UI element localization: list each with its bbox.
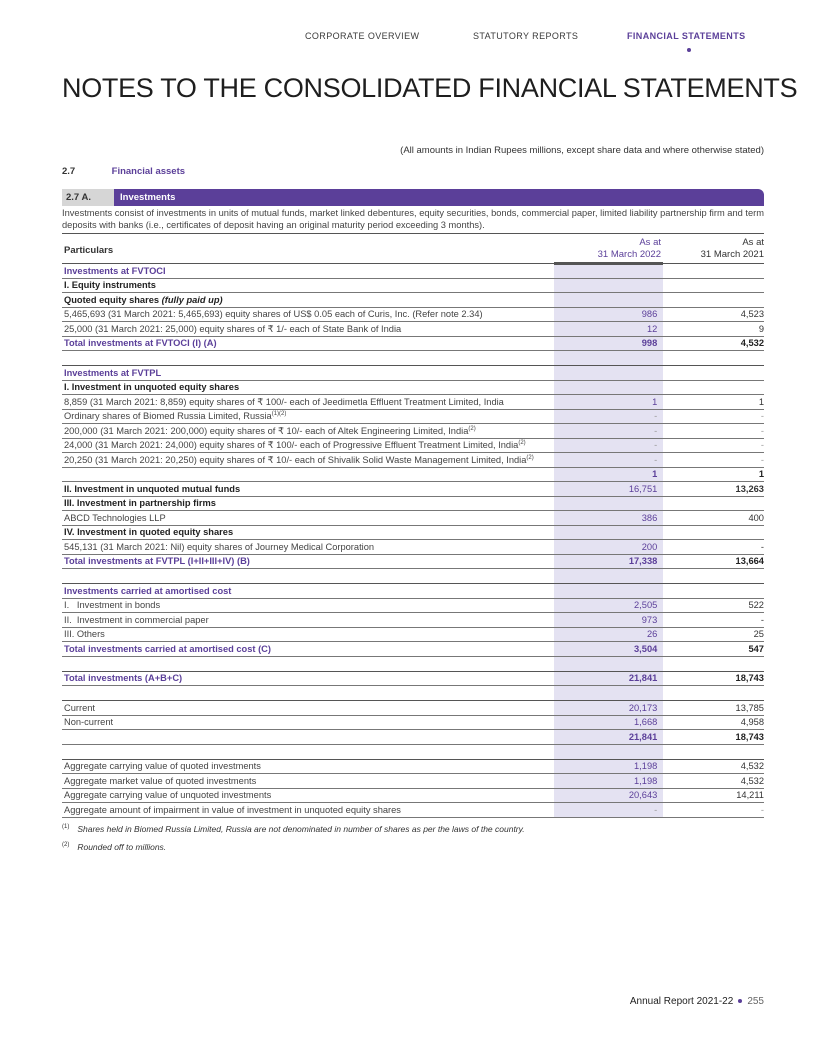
footnote bbox=[62, 842, 764, 852]
row-label-text: III. Investment in partnership firms bbox=[64, 498, 216, 508]
row-label-text: Investments at FVTPL bbox=[64, 367, 162, 378]
value-2022: - bbox=[654, 425, 658, 436]
table-row bbox=[62, 672, 764, 687]
active-indicator-dot bbox=[687, 48, 691, 52]
row-label-text: 24,000 (31 March 2021: 24,000) equity shares of ₹ 100/- each of Progressive Effluent Treatment Limited, India bbox=[64, 440, 519, 450]
value-2022: 20,173 bbox=[628, 702, 658, 713]
subsection-title: Investments bbox=[114, 189, 764, 206]
value-2021: 4,532 bbox=[740, 761, 764, 772]
row-label-text: 545,131 (31 March 2021: Nil) equity shares of Journey Medical Corporation bbox=[64, 541, 375, 552]
spacer-row bbox=[62, 745, 764, 760]
row-label-text: IV. Investment in quoted equity shares bbox=[64, 527, 234, 537]
footnote bbox=[62, 824, 764, 834]
row-label-text: ABCD Technologies LLP bbox=[64, 512, 166, 523]
footnote-ref: (2) bbox=[468, 425, 476, 432]
value-2022: 2,505 bbox=[634, 600, 658, 611]
value-2021: - bbox=[760, 614, 764, 625]
nav-financial-statements[interactable]: FINANCIAL STATEMENTS bbox=[627, 31, 746, 41]
nav-corporate-overview[interactable]: CORPORATE OVERVIEW bbox=[305, 31, 420, 41]
footnote-text: Rounded off to millions. bbox=[77, 841, 167, 852]
nav-statutory-reports[interactable]: STATUTORY REPORTS bbox=[473, 31, 579, 41]
value-2021: 13,664 bbox=[735, 556, 764, 567]
footnote-marker: (2) bbox=[62, 841, 70, 848]
spacer-row bbox=[62, 569, 764, 584]
row-label bbox=[62, 425, 551, 438]
value-2022: 200 bbox=[641, 541, 658, 552]
section-number: 2.7 bbox=[62, 166, 76, 177]
row-label bbox=[62, 410, 551, 423]
table-row bbox=[62, 613, 764, 628]
value-2021: 400 bbox=[748, 512, 764, 523]
row-label-text: 25,000 (31 March 2021: 25,000) equity shares of ₹ 1/- each of State Bank of India bbox=[64, 323, 402, 334]
row-label-text: 20,250 (31 March 2021: 20,250) equity shares of ₹ 10/- each of Shivalik Solid Waste Management Limited, India bbox=[64, 454, 527, 465]
row-label-text: Quoted equity shares bbox=[64, 294, 160, 305]
header-2021-line2: 31 March 2021 bbox=[700, 249, 764, 260]
footnote-marker: (1) bbox=[62, 823, 70, 830]
row-label-text: 8,859 (31 March 2021: 8,859) equity shares of ₹ 100/- each of Jeedimetla Effluent Treatment Limited, India bbox=[64, 396, 504, 407]
row-label-text: I. Equity instruments bbox=[64, 280, 156, 290]
value-2022: 26 bbox=[646, 629, 658, 640]
table-row bbox=[62, 308, 764, 323]
footer-dot bbox=[738, 999, 742, 1003]
row-label bbox=[62, 775, 551, 788]
table-row bbox=[62, 381, 764, 396]
row-label bbox=[62, 396, 551, 409]
row-label-text: Aggregate amount of impairment in value of investment in unquoted equity shares bbox=[64, 804, 401, 815]
value-2021: 4,523 bbox=[740, 309, 764, 320]
table-row bbox=[62, 716, 764, 731]
value-2021: - bbox=[760, 411, 764, 422]
page-title: NOTES TO THE CONSOLIDATED FINANCIAL STATEMENTS bbox=[62, 73, 798, 103]
value-2021: - bbox=[760, 425, 764, 436]
row-label bbox=[62, 736, 551, 738]
value-2022: 1 bbox=[652, 396, 658, 407]
row-label-text: III. Others bbox=[64, 629, 105, 639]
table-row bbox=[62, 453, 764, 468]
header-particulars: Particulars bbox=[64, 245, 114, 256]
value-2022: 21,841 bbox=[628, 731, 658, 742]
value-2021: 18,743 bbox=[735, 673, 764, 684]
table-row bbox=[62, 395, 764, 410]
value-2022: 21,841 bbox=[628, 673, 658, 684]
value-2022: - bbox=[654, 454, 658, 465]
value-2022: 1 bbox=[652, 469, 658, 480]
table-row bbox=[62, 642, 764, 657]
row-label bbox=[62, 367, 551, 380]
value-2022: - bbox=[654, 804, 658, 815]
row-label-text: Total investments at FVTPL (I+II+III+IV) (B) bbox=[64, 556, 250, 566]
amounts-note: (All amounts in Indian Rupees millions, except share data and where otherwise stated) bbox=[400, 145, 764, 156]
section-heading bbox=[62, 166, 185, 177]
row-label bbox=[62, 702, 551, 715]
row-label-text: Non-current bbox=[64, 717, 114, 727]
row-label-text: Total investments at FVTOCI (I) (A) bbox=[64, 338, 217, 348]
value-2021: 18,743 bbox=[735, 731, 764, 742]
value-2021: 522 bbox=[748, 600, 764, 611]
row-label bbox=[62, 337, 551, 350]
row-label bbox=[62, 512, 551, 525]
value-2022: 16,751 bbox=[628, 483, 658, 494]
row-label bbox=[62, 381, 551, 394]
row-label bbox=[62, 672, 551, 685]
value-2021: 4,532 bbox=[740, 338, 764, 349]
table-row bbox=[62, 366, 764, 381]
spacer-row bbox=[62, 351, 764, 366]
table-body bbox=[62, 263, 764, 818]
value-2022: - bbox=[654, 411, 658, 422]
top-navigation bbox=[0, 31, 820, 61]
value-2022: 1,668 bbox=[634, 717, 658, 728]
row-label-text: Aggregate carrying value of unquoted investments bbox=[64, 790, 272, 800]
value-2021: 547 bbox=[748, 643, 764, 654]
row-label bbox=[62, 439, 551, 452]
row-label bbox=[62, 526, 551, 539]
row-label-text: I. Investment in bonds bbox=[64, 600, 161, 610]
row-label bbox=[62, 357, 551, 359]
value-2022: 20,643 bbox=[628, 790, 658, 801]
footnote-ref: (1)(2) bbox=[271, 410, 287, 417]
header-2022-line2: 31 March 2022 bbox=[597, 249, 661, 260]
footnote-text: Shares held in Biomed Russia Limited, Russia are not denominated in number of shares as per the laws of the country. bbox=[77, 823, 525, 834]
table-row bbox=[62, 774, 764, 789]
row-label bbox=[62, 279, 551, 292]
table-row bbox=[62, 468, 764, 483]
row-label bbox=[62, 308, 551, 321]
row-label-text: Aggregate carrying value of quoted investments bbox=[64, 761, 261, 771]
row-label-text: Total investments (A+B+C) bbox=[64, 673, 183, 683]
row-label bbox=[62, 599, 551, 612]
table-row bbox=[62, 526, 764, 541]
value-2021: 9 bbox=[758, 323, 764, 334]
row-label bbox=[62, 804, 551, 817]
value-2021: - bbox=[760, 440, 764, 451]
value-2021: 4,532 bbox=[740, 775, 764, 786]
row-label-text: II. Investment in commercial paper bbox=[64, 614, 209, 625]
value-2021: - bbox=[760, 804, 764, 815]
value-2022: 386 bbox=[641, 512, 658, 523]
value-2021: - bbox=[760, 541, 764, 552]
row-label-text: Current bbox=[64, 702, 96, 713]
row-label bbox=[62, 483, 551, 496]
intro-paragraph: Investments consist of investments in units of mutual funds, market linked debentures, equity securities, bonds, commercial paper, limited liability partnership firm and term deposits with banks (i.e., certificates of deposit having an original maturity period exceeding 3 months). bbox=[62, 208, 764, 234]
row-label-text: Investments carried at amortised cost bbox=[64, 585, 232, 596]
value-2022: 986 bbox=[641, 309, 658, 320]
value-2021: 1 bbox=[758, 396, 764, 407]
row-label bbox=[62, 454, 551, 467]
section-title: Financial assets bbox=[111, 166, 186, 177]
row-label bbox=[62, 643, 551, 656]
report-name: Annual Report 2021-22 bbox=[629, 996, 734, 1007]
value-2022: 12 bbox=[646, 323, 658, 334]
row-label bbox=[62, 575, 551, 577]
table-row bbox=[62, 701, 764, 716]
header-2022 bbox=[554, 237, 661, 261]
footnote-ref: (2) bbox=[526, 454, 534, 461]
value-2022: 973 bbox=[641, 614, 658, 625]
header-2021 bbox=[663, 237, 764, 261]
value-2021: 4,958 bbox=[740, 717, 764, 728]
row-label bbox=[62, 585, 551, 598]
table-row bbox=[62, 628, 764, 643]
row-label-text: 200,000 (31 March 2021: 200,000) equity shares of ₹ 10/- each of Altek Engineering Limited, India bbox=[64, 425, 469, 436]
table-row bbox=[62, 730, 764, 745]
row-label bbox=[62, 541, 551, 554]
table-row bbox=[62, 410, 764, 425]
row-label bbox=[62, 473, 551, 475]
row-label bbox=[62, 663, 551, 665]
table-row bbox=[62, 337, 764, 352]
table-row bbox=[62, 439, 764, 454]
row-label bbox=[62, 751, 551, 753]
row-label-text: Total investments carried at amortised cost (C) bbox=[64, 643, 271, 654]
table-row bbox=[62, 424, 764, 439]
value-2021: 14,211 bbox=[736, 790, 764, 801]
row-label-text: Aggregate market value of quoted investments bbox=[64, 775, 257, 786]
footnote-ref: (2) bbox=[518, 439, 526, 446]
subsection-number: 2.7 A. bbox=[62, 189, 114, 206]
table-row bbox=[62, 279, 764, 294]
value-2021: 13,263 bbox=[735, 483, 764, 494]
row-label-text: 5,465,693 (31 March 2021: 5,465,693) equity shares of US$ 0.05 each of Curis, Inc. (Refer note 2.34) bbox=[64, 309, 483, 319]
table-row bbox=[62, 482, 764, 497]
row-label-text: I. Investment in unquoted equity shares bbox=[64, 382, 240, 392]
table-row bbox=[62, 584, 764, 599]
footnotes bbox=[62, 824, 764, 852]
row-label bbox=[62, 789, 551, 802]
value-2022: 17,338 bbox=[628, 556, 658, 567]
header-2022-line1: As at bbox=[639, 237, 661, 248]
row-label bbox=[62, 628, 551, 641]
row-label bbox=[62, 760, 551, 773]
table-row bbox=[62, 789, 764, 804]
table-row bbox=[62, 760, 764, 775]
page-number: 255 bbox=[747, 996, 764, 1007]
value-2022: 1,198 bbox=[634, 775, 658, 786]
value-2022: 1,198 bbox=[634, 761, 658, 772]
row-label bbox=[62, 716, 551, 729]
value-2022: - bbox=[654, 440, 658, 451]
subsection-band bbox=[62, 189, 764, 206]
table-row bbox=[62, 540, 764, 555]
investments-table bbox=[62, 237, 764, 860]
table-row bbox=[62, 511, 764, 526]
table-row bbox=[62, 803, 764, 818]
value-2021: 13,785 bbox=[735, 702, 764, 713]
table-header bbox=[62, 237, 764, 263]
spacer-row bbox=[62, 686, 764, 701]
row-label bbox=[62, 294, 551, 307]
table-row bbox=[62, 264, 764, 279]
page-footer bbox=[630, 996, 764, 1007]
row-label-text: II. Investment in unquoted mutual funds bbox=[64, 483, 241, 494]
row-label bbox=[62, 265, 551, 278]
row-label bbox=[62, 323, 551, 336]
value-2021: 25 bbox=[753, 629, 764, 640]
row-label bbox=[62, 497, 551, 510]
row-label-text: Investments at FVTOCI bbox=[64, 265, 166, 276]
table-row bbox=[62, 599, 764, 614]
row-label-italic: (fully paid up) bbox=[161, 294, 223, 305]
value-2021: 1 bbox=[758, 469, 764, 480]
spacer-row bbox=[62, 657, 764, 672]
table-row bbox=[62, 322, 764, 337]
row-label bbox=[62, 692, 551, 694]
table-row bbox=[62, 497, 764, 512]
table-row bbox=[62, 293, 764, 308]
value-2022: 3,504 bbox=[634, 643, 658, 654]
row-label bbox=[62, 555, 551, 568]
header-2021-line1: As at bbox=[742, 237, 764, 248]
row-label bbox=[62, 614, 551, 627]
value-2022: 998 bbox=[641, 338, 658, 349]
value-2021: - bbox=[760, 454, 764, 465]
row-label-text: Ordinary shares of Biomed Russia Limited, Russia bbox=[64, 411, 272, 421]
table-row bbox=[62, 555, 764, 570]
